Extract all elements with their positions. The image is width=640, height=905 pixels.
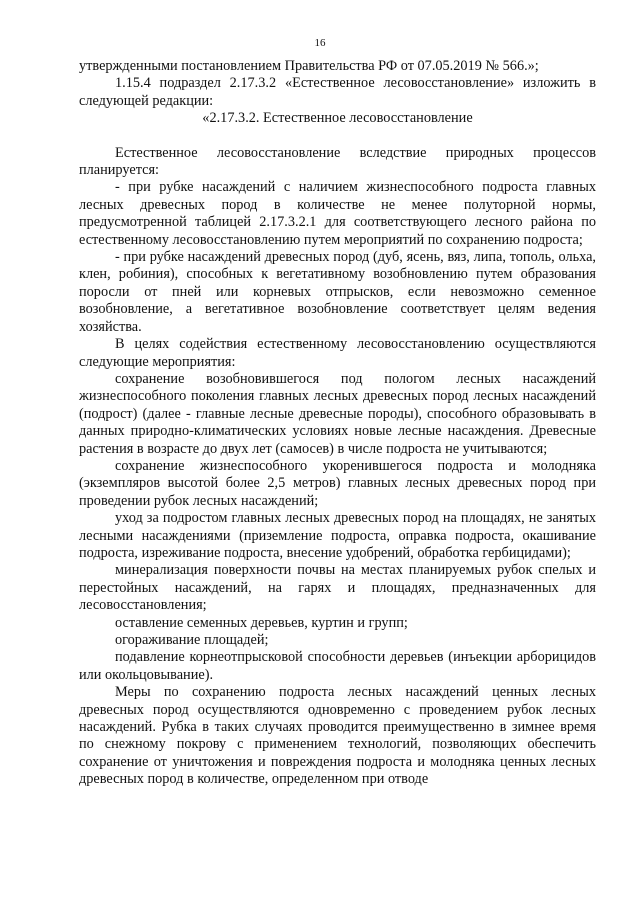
- paragraph-spacer: [79, 128, 596, 145]
- paragraph: 1.15.4 подраздел 2.17.3.2 «Естественное лесовосстановление» изложить в следующей редакции:: [79, 75, 596, 109]
- paragraph: сохранение жизнеспособного укоренившегося подроста и молодняка (экземпляров высотой более 2,5 метров) главных лесных древесных пород при проведении рубок лесных насаждений;: [79, 457, 596, 509]
- paragraph: уход за подростом главных лесных древесных пород на площадях, не занятых лесными насаждениями (приземление подроста, оправка подроста, окашивание подроста, изреживание подроста, внесение удобрений, обработка гербицидами);: [79, 510, 596, 561]
- page-number: 16: [314, 37, 326, 49]
- paragraph: Естественное лесовосстановление вследствие природных процессов планируется:: [79, 144, 596, 179]
- paragraph: минерализация поверхности почвы на местах планируемых рубок спелых и перестойных насаждений, на гарях и площадях, предназначенных для лесовосстановления;: [79, 562, 596, 614]
- paragraph: Меры по сохранению подроста лесных насаждений ценных лесных древесных пород осуществляются одновременно с проведением рубок лесных насаждений. Рубка в таких случаях проводится преимущественно в зимнее время по снежному покрову с применением технологий, позволяющих обеспечить сохранение от уничтожения и повреждения подроста и молодняка ценных лесных древесных пород в количестве, определенном при отводе: [79, 684, 596, 788]
- paragraph: утвержденными постановлением Правительства РФ от 07.05.2019 № 566.»;: [79, 58, 539, 74]
- paragraph: - при рубке насаждений с наличием жизнеспособного подроста главных лесных древесных пород в количестве не менее полуторной нормы, предусмотренной таблицей 2.17.3.2.1 для соответствующего лесного района по естественному лесовосстановлению путем мероприятий по сохранению подроста;: [79, 179, 596, 248]
- paragraph: подавление корнеотпрысковой способности деревьев (инъекции арборицидов или окольцовывание).: [79, 649, 596, 683]
- document-body: [79, 58, 596, 789]
- paragraph: огораживание площадей;: [115, 632, 269, 648]
- section-heading: «2.17.3.2. Естественное лесовосстановление: [202, 110, 473, 127]
- paragraph: сохранение возобновившегося под пологом лесных насаждений жизнеспособного поколения главных лесных древесных пород лесных насаждений (подрост) (далее - главные лесные древесные породы), способного образовывать в данных природно-климатических условиях новые лесные насаждения. Древесные растения в возрасте до двух лет (самосев) в числе подроста не учитываются;: [79, 370, 596, 457]
- paragraph: В целях содействия естественному лесовосстановлению осуществляются следующие мероприятия:: [79, 336, 596, 370]
- paragraph: оставление семенных деревьев, куртин и групп;: [115, 614, 408, 631]
- paragraph: - при рубке насаждений древесных пород (дуб, ясень, вяз, липа, тополь, ольха, клен, робиния), способных к вегетативному возобновлению путем образования поросли от пней или корневых отпрысков, если невозможно семенное возобновление, а вегетативное возобновление соответствует целям ведения хозяйства.: [79, 249, 596, 335]
